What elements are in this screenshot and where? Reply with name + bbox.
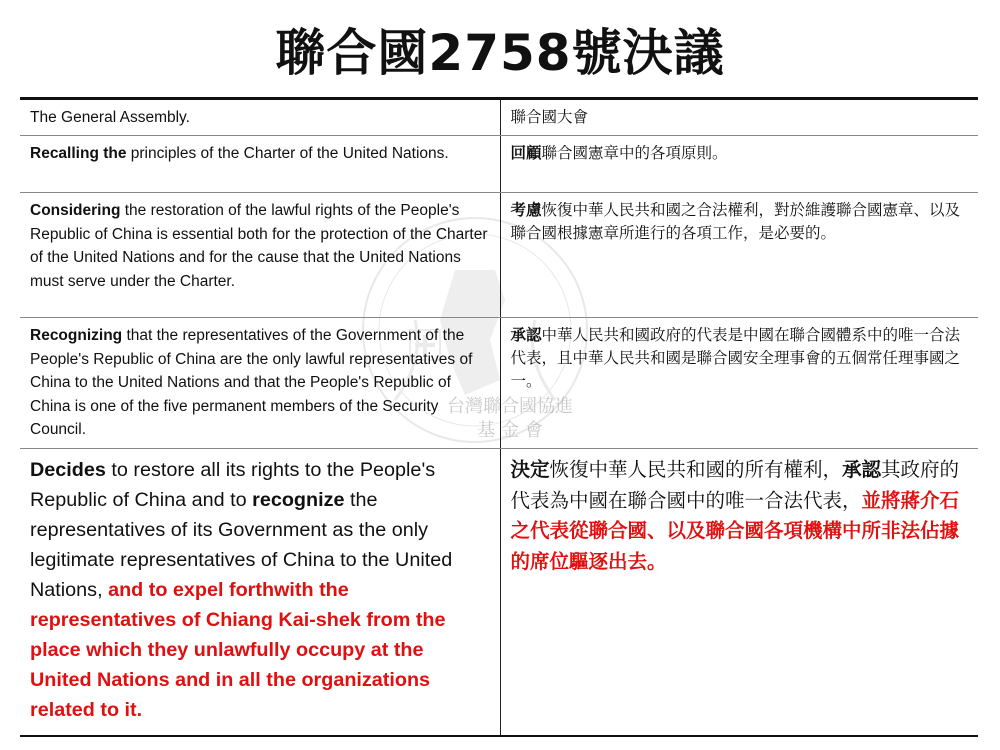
english-cell: Recognizing that the representatives of the Government of the People's Republic of China are the only lawful representatives of China to the United Nations and that the People's Republic of China is one of the five permanent members of the Security Council. [20, 318, 500, 449]
table-row [20, 136, 978, 193]
chinese-cell: 決定恢復中華人民共和國的所有權利，承認其政府的代表為中國在聯合國中的唯一合法代表，並將蔣介石之代表從聯合國、以及聯合國各項機構中所非法佔據的席位驅逐出去。 [500, 449, 978, 736]
page-title: 聯合國2758號決議 [275, 24, 725, 82]
english-cell: The General Assembly. [20, 99, 500, 136]
table-row [20, 193, 978, 318]
table-row [20, 318, 978, 449]
chinese-cell: 考慮恢復中華人民共和國之合法權利，對於維護聯合國憲章、以及聯合國根據憲章所進行的各項工作，是必要的。 [500, 193, 978, 318]
english-cell: Considering the restoration of the lawful rights of the People's Republic of China is essential both for the protection of the Charter of the United Nations and for the cause that the United Nations must serve under the Charter. [20, 193, 500, 318]
expel-clause: and to expel forthwith the representatives of Chiang Kai-shek from the place which they unlawfully occupy at the United Nations and in all the organizations related to it. [30, 579, 446, 722]
resolution-table [20, 97, 978, 737]
table-row [20, 449, 978, 736]
chinese-cell: 聯合國大會 [500, 99, 978, 136]
table-row [20, 99, 978, 136]
chinese-cell: 承認中華人民共和國政府的代表是中國在聯合國體系中的唯一合法代表，且中華人民共和國是聯合國安全理事會的五個常任理事國之一。 [500, 318, 978, 449]
chinese-cell: 回顧聯合國憲章中的各項原則。 [500, 136, 978, 193]
english-cell: Recalling the principles of the Charter of the United Nations. [20, 136, 500, 193]
expel-clause: 並將蔣介石之代表從聯合國、以及聯合國各項機構中所非法佔據的席位驅逐出去。 [510, 488, 960, 573]
watermark-caption: 台灣聯合國協進 基 金 會 [447, 396, 573, 441]
english-cell: Decides to restore all its rights to the People's Republic of China and to recognize the representatives of its Government as the only legitimate representatives of China to the United Nations, and to expel forthwith the representatives of Chiang Kai-shek from the place which they unlawfully occupy at the United Nations and in all the organizations related to it. [20, 449, 500, 736]
